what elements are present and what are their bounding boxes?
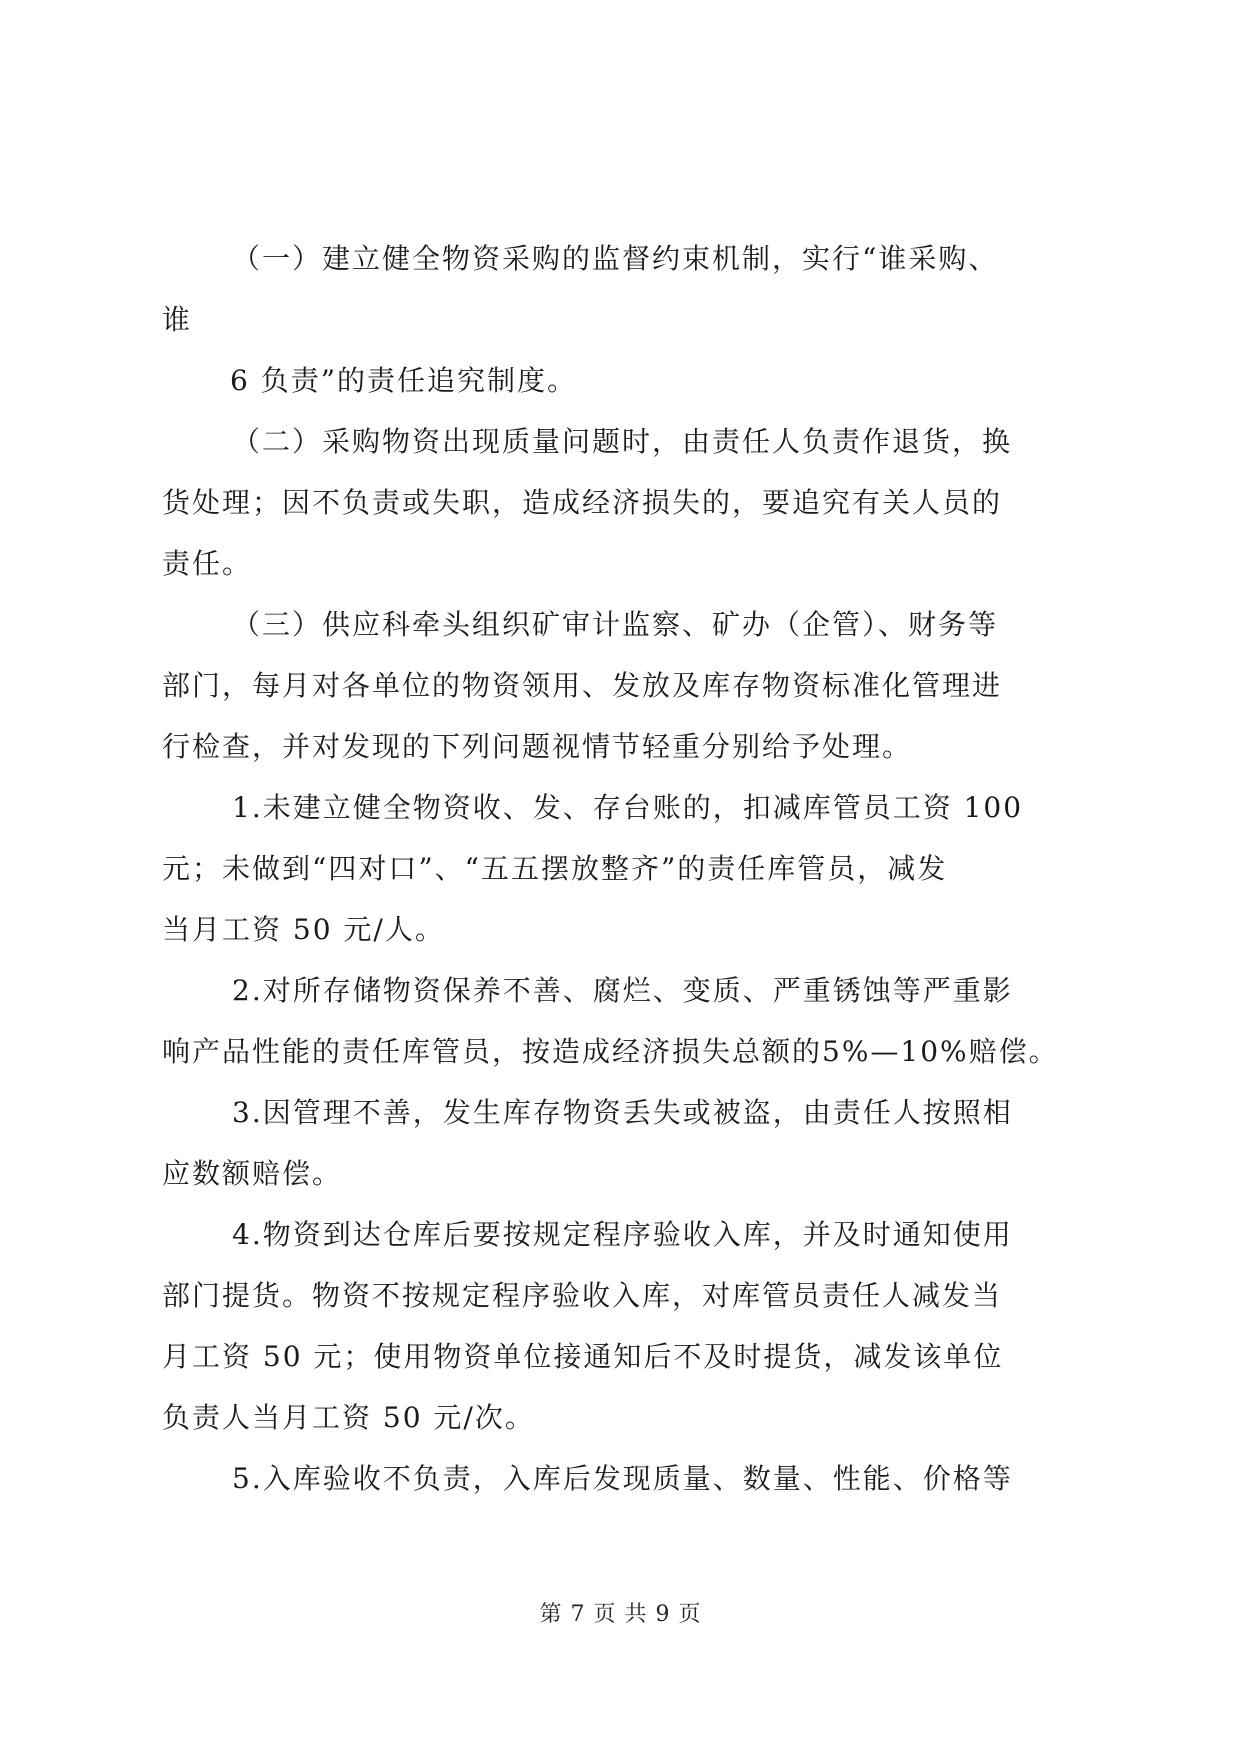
paragraph-1-line-1: （一）建立健全物资采购的监督约束机制，实行“谁采购、 [232, 242, 999, 275]
item-4-line-3: 月工资 50 元；使用物资单位接通知后不及时提货，减发该单位 [162, 1340, 1004, 1373]
paragraph-1-line-3: 6 负责”的责任追究制度。 [230, 364, 578, 397]
paragraph-3-line-1: （三）供应科牵头组织矿审计监察、矿办（企管）、财务等 [232, 608, 999, 641]
item-3-line-1: 3.因管理不善，发生库存物资丢失或被盗，由责任人按照相 [232, 1096, 1013, 1129]
document-body [162, 228, 1082, 1509]
paragraph-2-line-3: 责任。 [162, 547, 253, 580]
item-2-line-1: 2.对所存储物资保养不善、腐烂、变质、严重锈蚀等严重影 [232, 974, 1013, 1007]
item-4-line-4: 负责人当月工资 50 元/次。 [162, 1401, 535, 1434]
item-5-line-1: 5.入库验收不负责，入库后发现质量、数量、性能、价格等 [232, 1462, 1013, 1495]
page-number-footer: 第 7 页 共 9 页 [539, 1602, 702, 1627]
paragraph-3-line-2: 部门，每月对各单位的物资领用、发放及库存物资标准化管理进 [162, 669, 1003, 702]
paragraph-3-line-3: 行检查，并对发现的下列问题视情节轻重分别给予处理。 [162, 730, 913, 763]
paragraph-2-line-2: 货处理；因不负责或失职，造成经济损失的，要追究有关人员的 [162, 486, 1003, 519]
paragraph-1-line-2: 谁 [162, 303, 193, 336]
item-3-line-2: 应数额赔偿。 [162, 1157, 343, 1190]
item-1-line-3: 当月工资 50 元/人。 [162, 913, 445, 946]
item-4-line-1: 4.物资到达仓库后要按规定程序验收入库，并及时通知使用 [232, 1218, 1013, 1251]
item-1-line-1: 1.未建立健全物资收、发、存台账的，扣减库管员工资 100 [232, 791, 1024, 824]
item-1-line-2: 元；未做到“四对口”、“五五摆放整齐”的责任库管员，减发 [162, 852, 948, 885]
item-2-line-2: 响产品性能的责任库管员，按造成经济损失总额的5%—10%赔偿。 [162, 1035, 1059, 1068]
item-4-line-2: 部门提货。物资不按规定程序验收入库，对库管员责任人减发当 [162, 1279, 1003, 1312]
paragraph-2-line-1: （二）采购物资出现质量问题时，由责任人负责作退货，换 [232, 425, 1013, 458]
